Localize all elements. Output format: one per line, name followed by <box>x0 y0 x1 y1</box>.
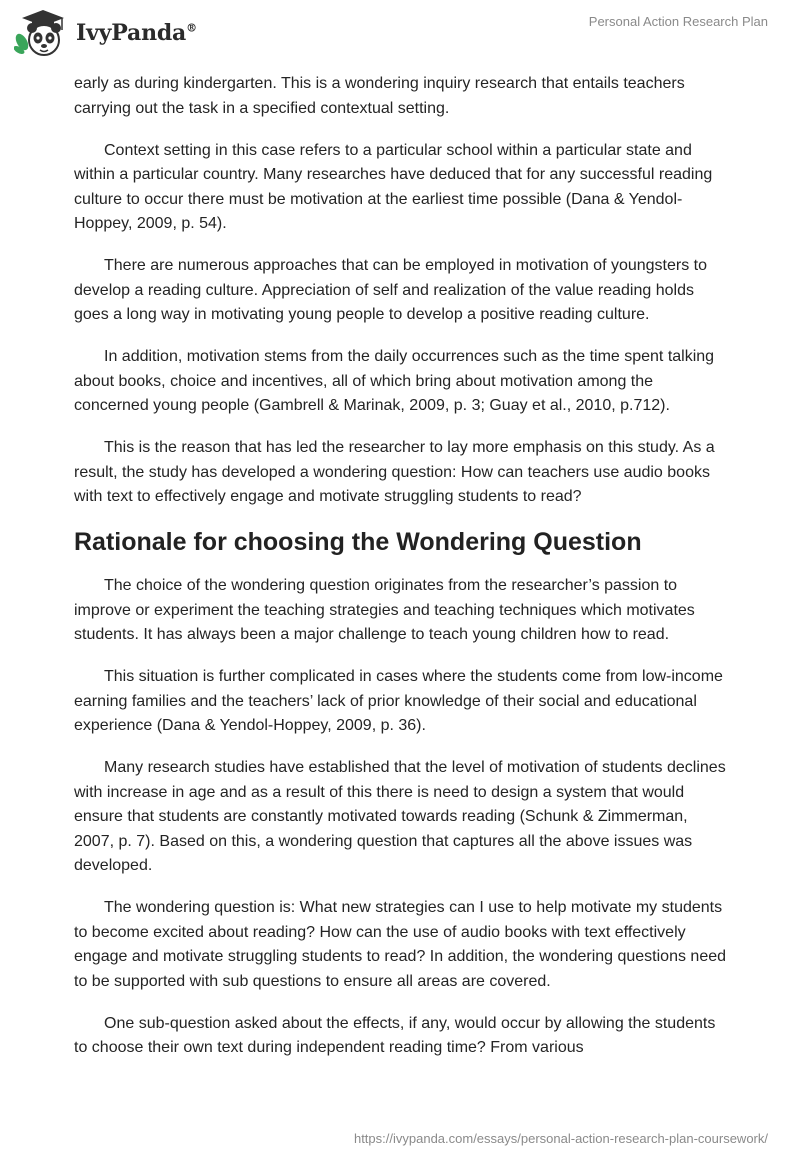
page-header <box>0 0 800 70</box>
paragraph: In addition, motivation stems from the daily occurrences such as the time spent talking about books, choice and incentives, all of which bring about motivation among the concerned young people (Gambrell & Marinak, 2009, p. 3; Guay et al., 2010, p.712). <box>74 348 715 414</box>
source-url-link[interactable]: https://ivypanda.com/essays/personal-action-research-plan-coursework/ <box>353 1131 768 1146</box>
panda-graduation-cap-icon <box>14 8 72 58</box>
essay-content <box>74 72 726 1078</box>
paragraph: The choice of the wondering question originates from the researcher’s passion to improve or experiment the teaching strategies and teaching techniques which motivates students. It has always been a major challenge to teach young children how to read. <box>74 577 695 643</box>
section-heading: Rationale for choosing the Wondering Question <box>74 528 642 556</box>
paragraph: This situation is further complicated in cases where the students come from low-income earning families and the teachers’ lack of prior knowledge of their social and educational experience (Dana & Yendol-Hoppey, 2009, p. 36). <box>74 668 723 734</box>
paragraph: The wondering question is: What new strategies can I use to help motivate my students to become excited about reading? How can the use of audio books with text effectively engage and motivate struggling students to read? In addition, the wondering questions need to be supported with sub questions to ensure all areas are covered. <box>74 899 727 990</box>
paragraph: early as during kindergarten. This is a wondering inquiry research that entails teachers carrying out the task in a specified contextual setting. <box>74 75 685 117</box>
paragraph: One sub-question asked about the effects, if any, would occur by allowing the students to choose their own text during independent reading time? From various <box>74 1014 716 1056</box>
document-title: Personal Action Research Plan <box>588 14 768 29</box>
logo-text: IvyPanda® <box>76 20 197 46</box>
paragraph: Context setting in this case refers to a particular school within a particular state and within a particular country. Many researches have deduced that for any successful reading culture to occur there must be motivation at the earliest time possible (Dana & Yendol-Hoppey, 2009, p. 54). <box>74 141 713 232</box>
ivypanda-logo-link[interactable] <box>14 8 197 58</box>
paragraph: This is the reason that has led the researcher to lay more emphasis on this study. As a result, the study has developed a wondering question: How can teachers use audio books with text to effectively engage and motivate struggling students to read? <box>74 439 715 505</box>
paragraph: There are numerous approaches that can be employed in motivation of youngsters to develop a reading culture. Appreciation of self and realization of the value reading holds goes a long way in motivating young people to develop a positive reading culture. <box>74 257 708 323</box>
paragraph: Many research studies have established that the level of motivation of students declines with increase in age and as a result of this there is need to design a system that would ensure that students are constantly motivated towards reading (Schunk & Zimmerman, 2007, p. 7). Based on this, a wondering question that captures all the above issues was developed. <box>74 759 726 874</box>
